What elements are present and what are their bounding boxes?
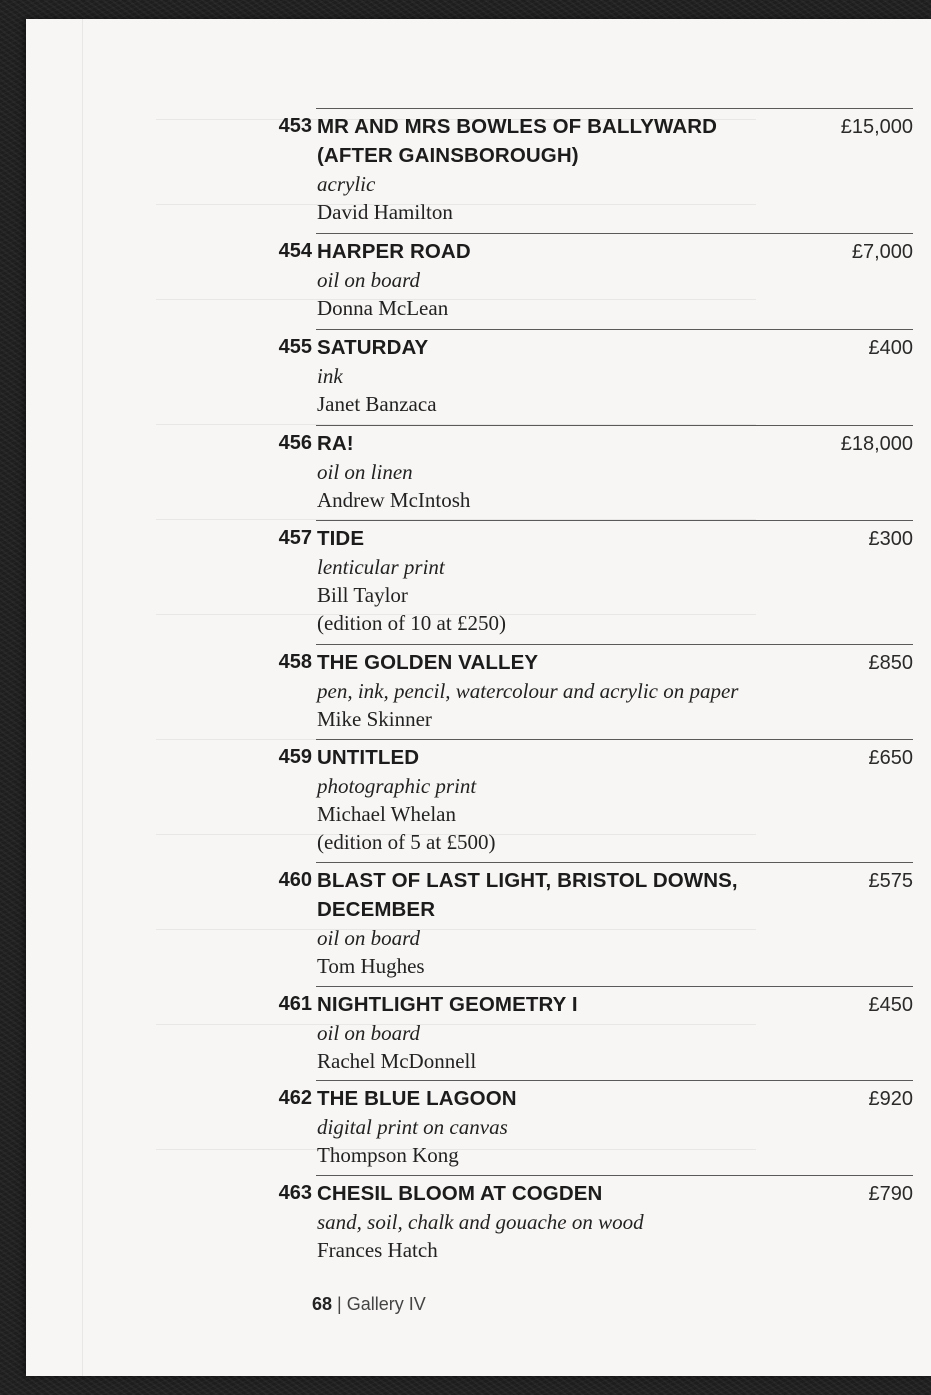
lot-number: 458 bbox=[278, 651, 312, 673]
lot-medium: sand, soil, chalk and gouache on wood bbox=[317, 1210, 644, 1234]
footer-separator: | bbox=[332, 1294, 347, 1314]
lot-title: BLAST OF LAST LIGHT, BRISTOL DOWNS, DECEMBER bbox=[317, 869, 738, 921]
lot-artist: Thompson Kong bbox=[317, 1143, 459, 1167]
lot-details bbox=[317, 237, 837, 322]
lot-artist: Mike Skinner bbox=[317, 707, 432, 731]
lot-divider bbox=[316, 329, 913, 330]
lot-price: £15,000 bbox=[840, 116, 913, 138]
lot-artist: Bill Taylor bbox=[317, 583, 408, 607]
lot-number: 456 bbox=[278, 432, 312, 454]
lot-details bbox=[317, 990, 837, 1075]
lot-price: £850 bbox=[868, 652, 913, 674]
lot-artist: Janet Banzaca bbox=[317, 392, 437, 416]
lot-details bbox=[317, 743, 837, 856]
lot-medium: photographic print bbox=[317, 774, 477, 798]
lot-title: MR AND MRS BOWLES OF BALLYWARD (AFTER GAINSBOROUGH) bbox=[317, 115, 718, 167]
lot-price: £790 bbox=[868, 1183, 913, 1205]
lot-price: £450 bbox=[868, 994, 913, 1016]
lot-number: 461 bbox=[278, 993, 312, 1015]
lot-number: 463 bbox=[278, 1182, 312, 1204]
lot-number: 457 bbox=[278, 527, 312, 549]
lot-title: CHESIL BLOOM AT COGDEN bbox=[317, 1182, 603, 1205]
lot-medium: lenticular print bbox=[317, 555, 445, 579]
lot-number: 453 bbox=[278, 115, 312, 137]
lot-divider bbox=[316, 986, 913, 987]
lot-divider bbox=[316, 108, 913, 109]
lot-details bbox=[317, 1179, 837, 1264]
lot-price: £920 bbox=[868, 1088, 913, 1110]
lot-title: UNTITLED bbox=[317, 746, 420, 769]
lot-medium: oil on board bbox=[317, 926, 421, 950]
lot-medium: oil on board bbox=[317, 1021, 421, 1045]
lot-medium: pen, ink, pencil, watercolour and acrylic on paper bbox=[317, 679, 739, 703]
lot-number: 462 bbox=[278, 1087, 312, 1109]
lot-number: 460 bbox=[278, 869, 312, 891]
lot-details bbox=[317, 333, 837, 418]
lot-divider bbox=[316, 1175, 913, 1176]
lot-details bbox=[317, 524, 837, 637]
lot-medium: oil on linen bbox=[317, 460, 413, 484]
lot-artist: Michael Whelan bbox=[317, 802, 456, 826]
lot-divider bbox=[316, 1080, 913, 1081]
lot-divider bbox=[316, 520, 913, 521]
lot-title: NIGHTLIGHT GEOMETRY I bbox=[317, 993, 578, 1016]
lot-artist: Rachel McDonnell bbox=[317, 1049, 477, 1073]
lot-details bbox=[317, 866, 837, 980]
lot-title: THE BLUE LAGOON bbox=[317, 1087, 517, 1110]
lot-artist: Andrew McIntosh bbox=[317, 488, 471, 512]
page-footer bbox=[312, 1294, 426, 1315]
lot-divider bbox=[316, 739, 913, 740]
lot-price: £300 bbox=[868, 528, 913, 550]
lot-title: THE GOLDEN VALLEY bbox=[317, 651, 539, 674]
lot-medium: oil on board bbox=[317, 268, 421, 292]
lot-artist: Tom Hughes bbox=[317, 954, 425, 978]
lot-number: 459 bbox=[278, 746, 312, 768]
lot-details bbox=[317, 112, 837, 226]
lot-title: RA! bbox=[317, 432, 354, 455]
lot-title: HARPER ROAD bbox=[317, 240, 471, 263]
lot-divider bbox=[316, 862, 913, 863]
page-edge-line bbox=[82, 19, 83, 1376]
section-name: Gallery IV bbox=[346, 1294, 426, 1314]
lot-medium: acrylic bbox=[317, 172, 376, 196]
lot-title: SATURDAY bbox=[317, 336, 429, 359]
lot-divider bbox=[316, 644, 913, 645]
lot-divider bbox=[316, 425, 913, 426]
lot-price: £18,000 bbox=[840, 433, 913, 455]
lot-price: £400 bbox=[868, 337, 913, 359]
lot-number: 454 bbox=[278, 240, 312, 262]
lot-title: TIDE bbox=[317, 527, 365, 550]
lot-details bbox=[317, 648, 837, 733]
lot-edition: (edition of 5 at £500) bbox=[317, 830, 496, 854]
lot-medium: digital print on canvas bbox=[317, 1115, 508, 1139]
lot-artist: David Hamilton bbox=[317, 200, 453, 224]
lot-price: £575 bbox=[868, 870, 913, 892]
lot-artist: Frances Hatch bbox=[317, 1238, 438, 1262]
lot-details bbox=[317, 1084, 837, 1169]
lot-medium: ink bbox=[317, 364, 343, 388]
lot-price: £650 bbox=[868, 747, 913, 769]
lot-details bbox=[317, 429, 837, 514]
lot-price: £7,000 bbox=[851, 241, 913, 263]
lot-artist: Donna McLean bbox=[317, 296, 449, 320]
lot-edition: (edition of 10 at £250) bbox=[317, 611, 506, 635]
page-number: 68 bbox=[312, 1294, 333, 1314]
catalogue-page bbox=[26, 19, 931, 1376]
lot-number: 455 bbox=[278, 336, 312, 358]
lot-divider bbox=[316, 233, 913, 234]
